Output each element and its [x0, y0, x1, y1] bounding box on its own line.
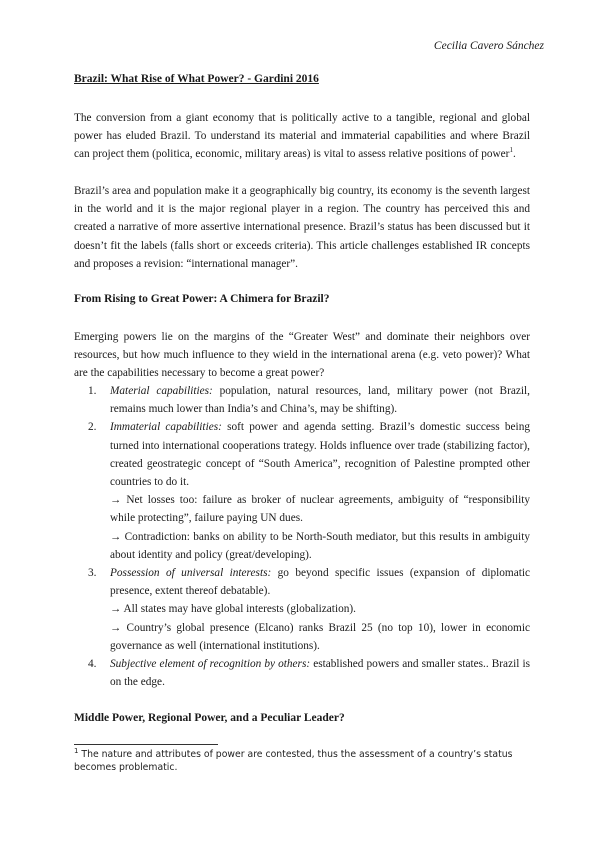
list-item-label: Subjective element of recognition by others: — [110, 658, 311, 671]
section-heading-rising-power: From Rising to Great Power: A Chimera for Brazil? — [74, 293, 330, 305]
list-item-text: population, natural resources, land, military power (not Brazil, remains much lower than India’s and China’s, may be shifting). — [110, 385, 530, 416]
list-item-number: 4. — [88, 658, 97, 671]
list-item — [74, 655, 530, 691]
intro-paragraph-2: Brazil’s area and population make it a geographically big country, its economy is the seventh largest in the world and it is the major regional player in a region. The country has perceived this and created a narrative of more assertive international presence. Brazil’s status has been discussed but it doesn’t fit the labels (falls short or exceeds criteria). This article challenges established IR concepts and proposes a revision: “international manager”. — [74, 185, 530, 270]
footnote-mark: 1 — [74, 746, 79, 755]
list-subpoint: → All states may have global interests (globalization). — [110, 603, 356, 616]
list-item-label: Material capabilities: — [110, 385, 213, 397]
list-subpoint: → Country’s global presence (Elcano) ranks Brazil 25 (no top 10), lower in economic governance as well (international institutions). — [110, 621, 530, 652]
capabilities-list — [74, 382, 530, 691]
list-subpoint: → Net losses too: failure as broker of nuclear agreements, ambiguity of “responsibility while protecting”, failure paying UN dues. — [110, 494, 530, 525]
list-item-number: 2. — [88, 421, 97, 434]
list-item-label: Immaterial capabilities: — [110, 421, 222, 434]
list-subpoint: → Contradiction: banks on ability to be North-South mediator, but this results in ambiguity about identity and policy (great/developing). — [110, 530, 530, 561]
list-item-number: 1. — [88, 385, 97, 397]
section-intro-paragraph: Emerging powers lie on the margins of the “Greater West” and dominate their neighbors over resources, but how much influence to they wield in the international arena (e.g. veto power)? What are the capabilities necessary to become a great power? — [74, 331, 530, 380]
section-heading-middle-power: Middle Power, Regional Power, and a Peculiar Leader? — [74, 712, 345, 724]
intro-paragraph-1: The conversion from a giant economy that is politically active to a tangible, regional and global power has eluded Brazil. To understand its material and immaterial capabilities and where Brazil can project them (politica, economic, military areas) is vital to assess relative positions of power$^1$. — [74, 112, 530, 161]
list-item-label: Possession of universal interests: — [110, 567, 272, 580]
list-item-text: established powers and smaller states.. Brazil is on the edge. — [110, 658, 530, 689]
intro-paragraph-1-text: The conversion from a giant economy that is politically active to a tangible, regional and global power has eluded Brazil. To understand its material and immaterial capabilities and where Brazil can project them (politica, economic, military areas) is vital to assess relative positions of power — [74, 112, 530, 161]
footnote — [74, 746, 530, 774]
list-item-text: soft power and agenda setting. Brazil’s domestic success being turned into international cooperations trategy. Holds influence over trade (stabilizing factor), created geostrategic concept of “South America”, recognition of Palestine prompted other countries to do it. — [110, 421, 530, 489]
list-item-text: go beyond specific issues (expansion of diplomatic presence, extent thereof debatable). — [110, 567, 531, 598]
footnote-divider — [74, 744, 218, 745]
list-item — [74, 382, 530, 418]
list-item — [74, 418, 530, 564]
footnote-reference[interactable]: 1 — [509, 146, 513, 155]
list-item-number: 3. — [88, 567, 97, 580]
author-header: Cecilia Cavero Sánchez — [433, 40, 544, 52]
list-item — [74, 564, 530, 655]
document-title: Brazil: What Rise of What Power? - Gardini 2016 — [74, 73, 319, 85]
footnote-text: The nature and attributes of power are contested, thus the assessment of a country’s status becomes problematic. — [74, 749, 513, 773]
